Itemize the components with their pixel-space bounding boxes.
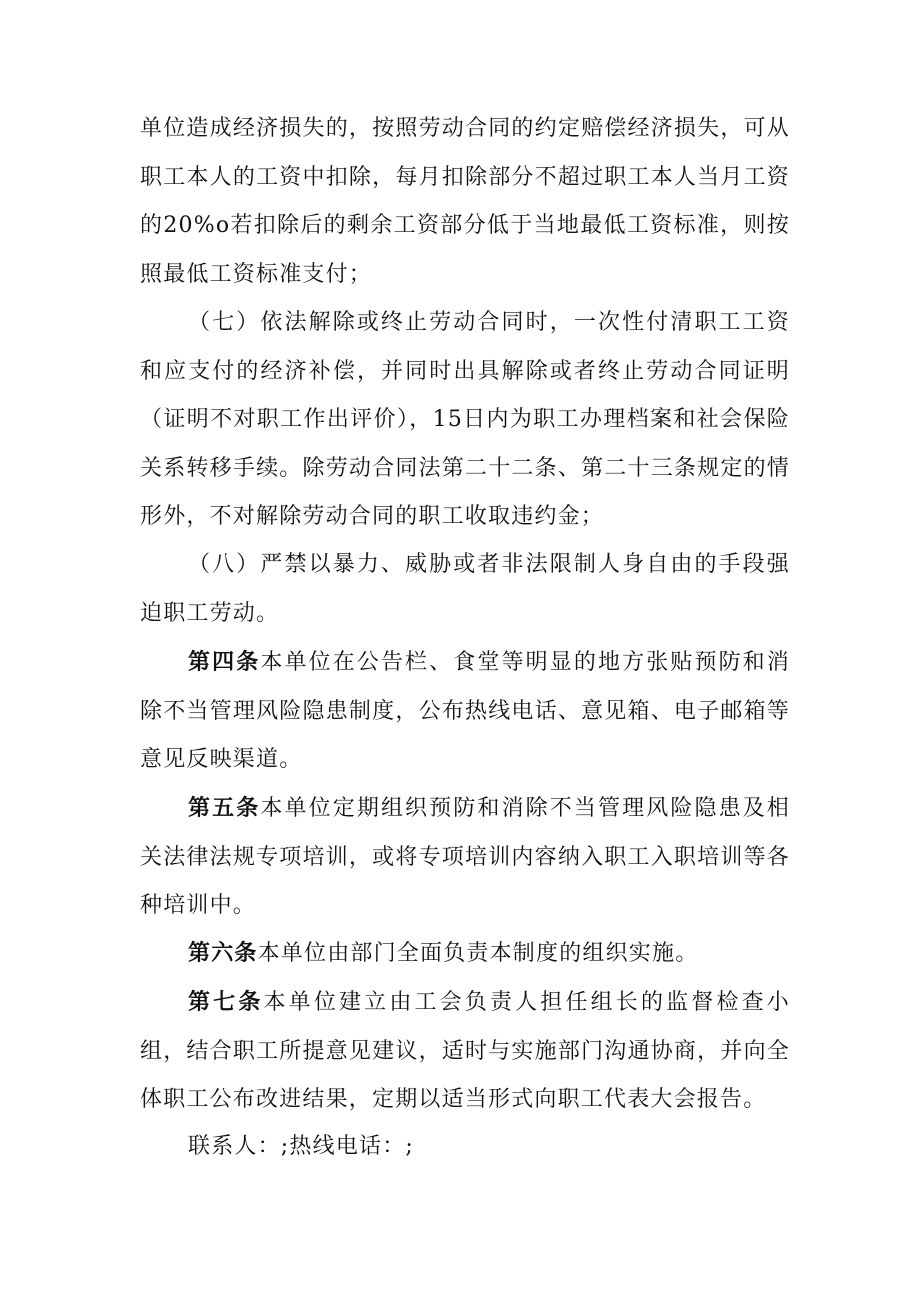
continuation-paragraph: 单位造成经济损失的，按照劳动合同的约定赔偿经济损失，可从职工本人的工资中扣除，每月扣除部分不超过职工本人当月工资的20%o若扣除后的剩余工资部分低于当地最低工资标准，则按照最低工资标准支付；	[140, 116, 790, 287]
article-7-heading: 第七条	[188, 989, 264, 1015]
article-4-paragraph	[140, 638, 790, 785]
article-7-paragraph	[140, 978, 790, 1125]
article-6-paragraph	[140, 929, 790, 979]
article-6-text: 本单位由部门全面负责本制度的组织实施。	[257, 941, 699, 966]
article-5-text: 本单位定期组织预防和消除不当管理风险隐患及相关法律法规专项培训，或将专项培训内容纳入职工入职培训等各种培训中。	[140, 796, 790, 918]
article-4-heading: 第四条	[188, 649, 261, 675]
item-8-paragraph: （八）严禁以暴力、威胁或者非法限制人身自由的手段强迫职工劳动。	[140, 552, 790, 626]
article-7-text: 本单位建立由工会负责人担任组长的监督检查小组，结合职工所提意见建议，适时与实施部门沟通协商，并向全体职工公布改进结果，定期以适当形式向职工代表大会报告。	[140, 990, 790, 1112]
contact-line: 联系人：;热线电话：;	[188, 1134, 415, 1159]
article-4-text: 本单位在公告栏、食堂等明显的地方张贴预防和消除不当管理风险隐患制度，公布热线电话、意见箱、电子邮箱等意见反映渠道。	[140, 650, 790, 772]
article-6-heading: 第六条	[188, 940, 258, 966]
article-5-heading: 第五条	[188, 795, 261, 821]
article-5-paragraph	[140, 784, 790, 931]
item-7-paragraph: （七）依法解除或终止劳动合同时，一次性付清职工工资和应支付的经济补偿，并同时出具解除或者终止劳动合同证明（证明不对职工作出评价），15日内为职工办理档案和社会保险关系转移手续。除劳动合同法第二十二条、第二十三条规定的情形外，不对解除劳动合同的职工收取违约金；	[140, 310, 790, 529]
